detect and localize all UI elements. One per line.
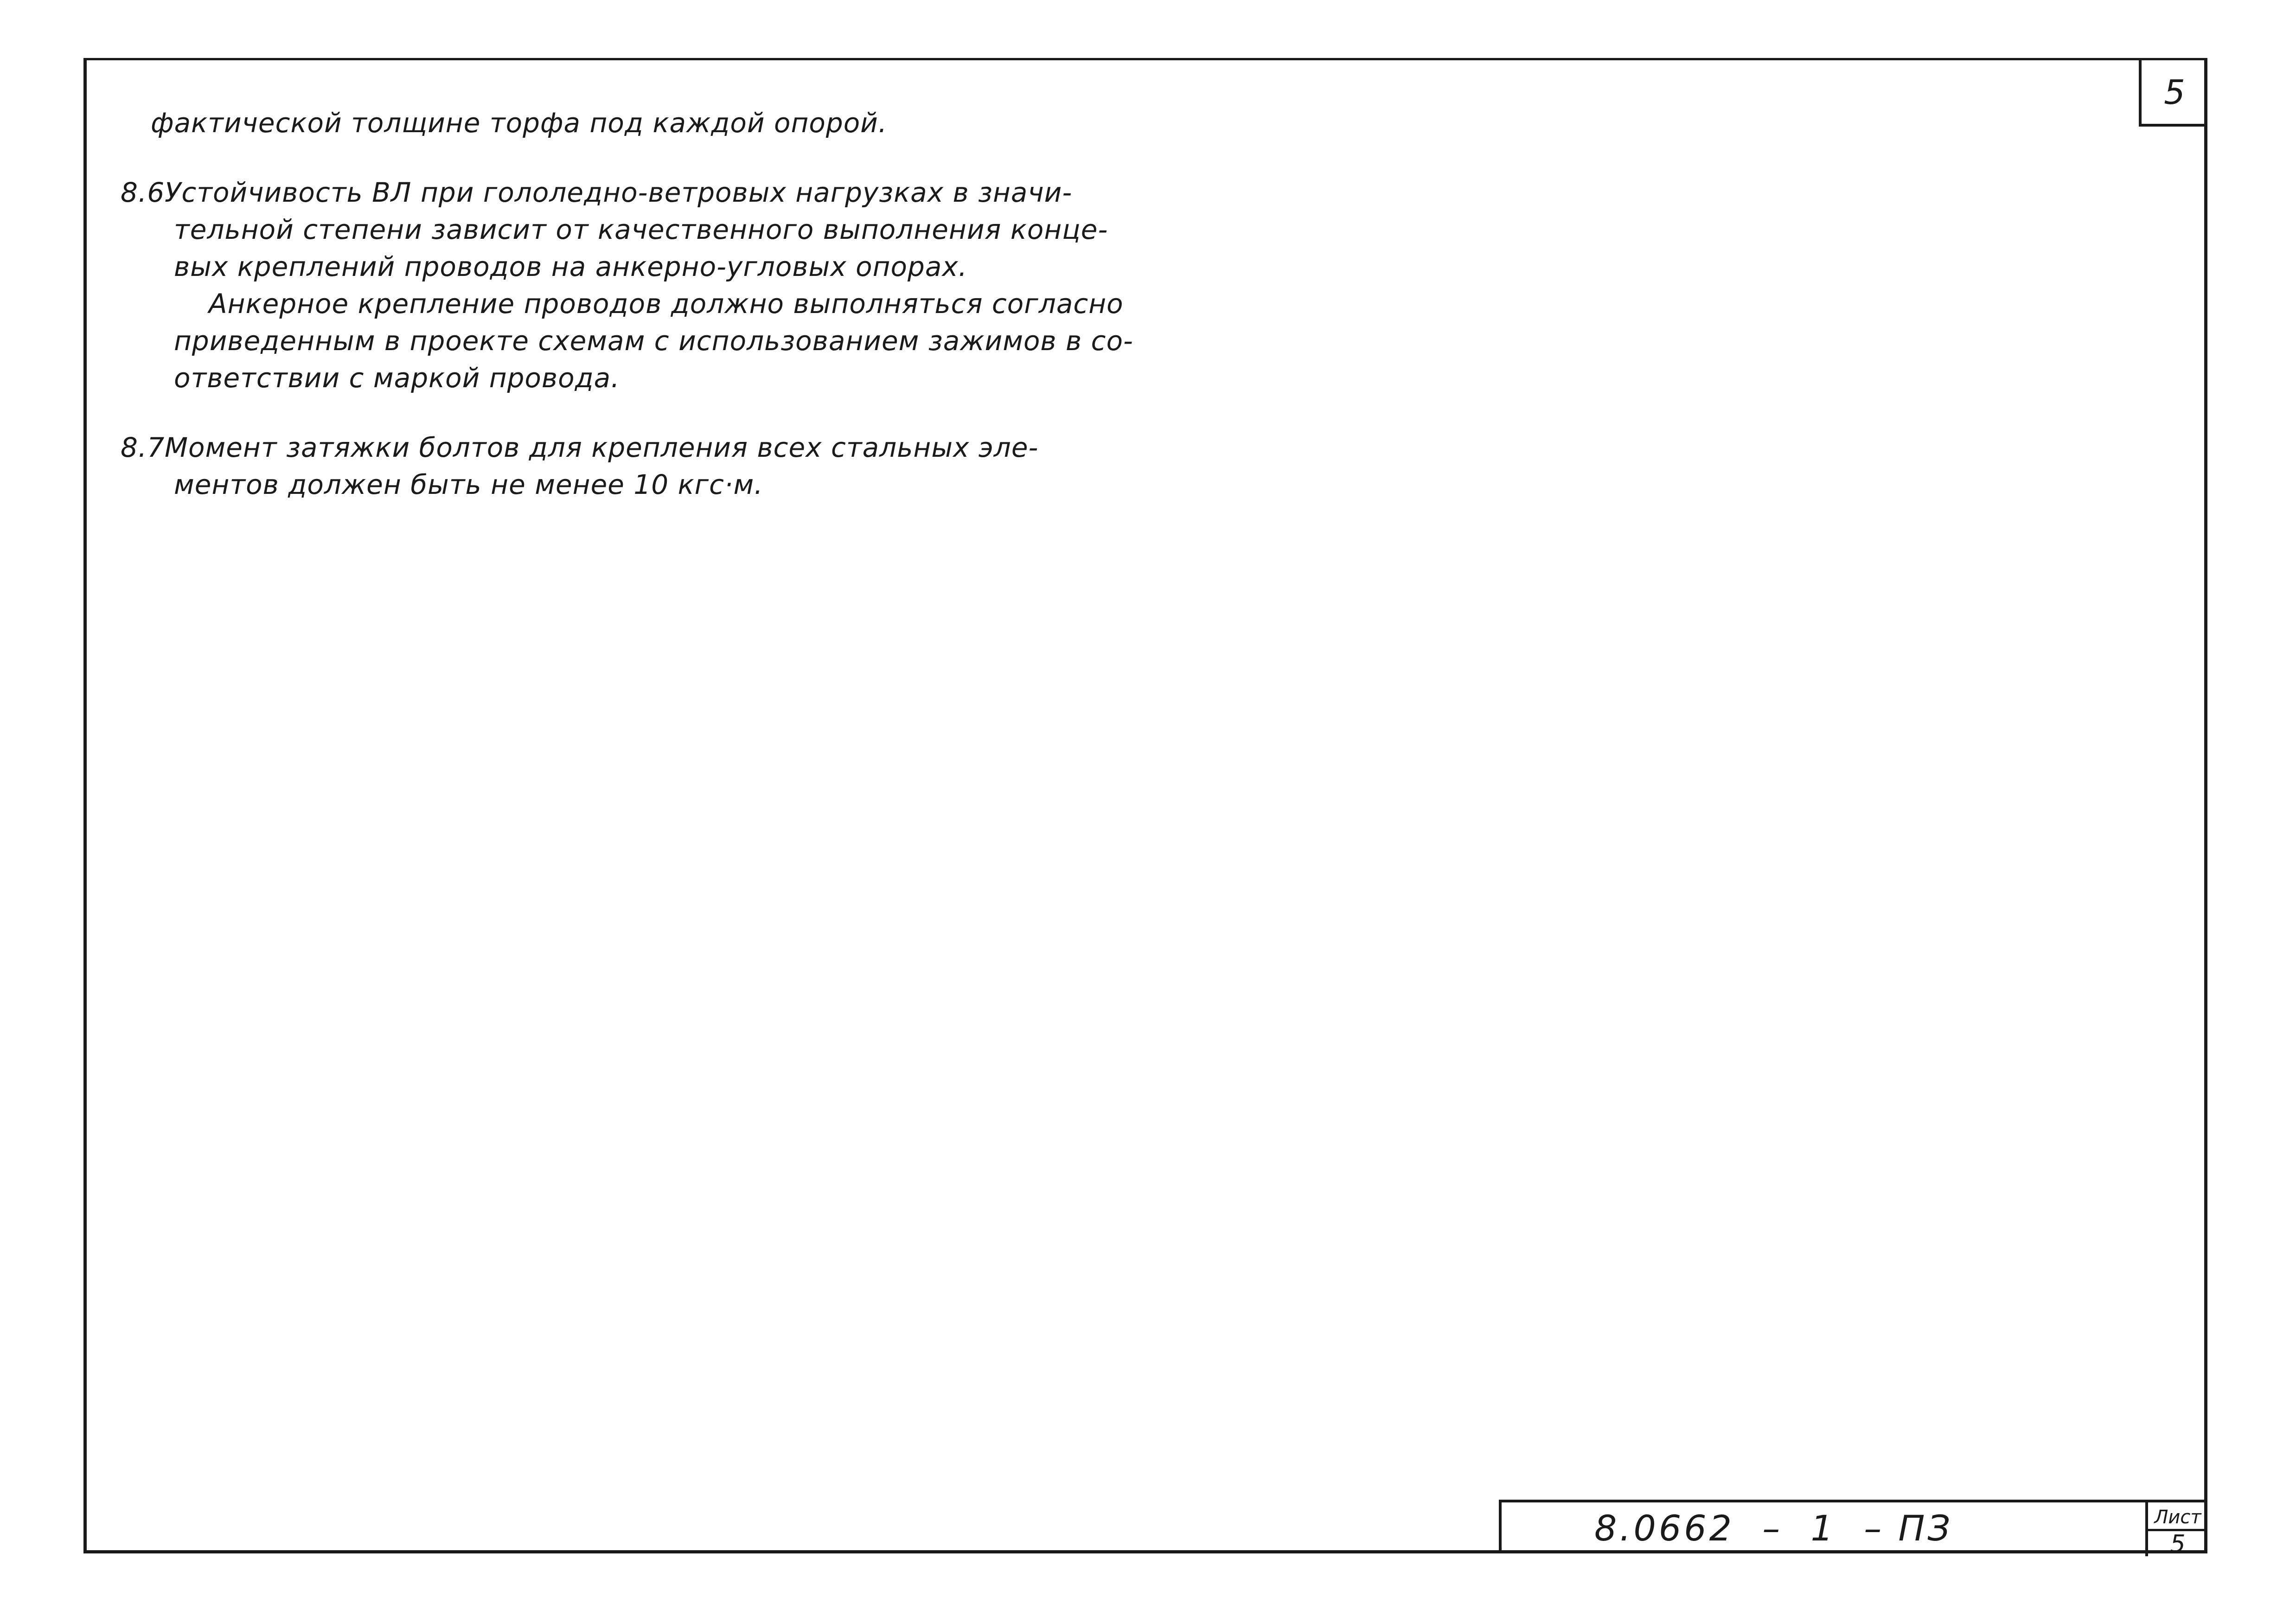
item-8-6-line-5: приведенным в проекте схемам с использованием зажимов в со- xyxy=(174,325,1133,357)
corner-sheet-box xyxy=(2139,60,2207,127)
item-8-6-line-3: вых креплений проводов на анкерно-угловых опорах. xyxy=(174,251,968,282)
item-8-6-line-2: тельной степени зависит от качественного выполнения конце- xyxy=(174,214,1108,245)
sheet-cell xyxy=(2145,1500,2207,1556)
title-block xyxy=(1499,1500,2207,1558)
sheet-number: 5 xyxy=(2170,1530,2186,1558)
explanatory-note-text xyxy=(121,104,1169,503)
item-8-6-line-4: Анкерное крепление проводов должно выполняться согласно xyxy=(209,288,1124,319)
continuation-line: фактической толщине торфа под каждой опорой. xyxy=(151,107,888,139)
item-8-6-line-6: ответствии с маркой провода. xyxy=(174,362,620,394)
item-8-7-line-2: ментов должен быть не менее 10 кгс·м. xyxy=(174,469,763,500)
document-code: 8.0662 – 1 – ПЗ xyxy=(1594,1507,1953,1549)
item-number-8-7: 8.7 xyxy=(121,432,165,463)
item-8-6-line-1 xyxy=(121,174,1169,211)
item-8-6-text-1: Устойчивость ВЛ при гололедно-ветровых нагрузках в значи- xyxy=(165,177,1073,208)
sheet-label: Лист xyxy=(2148,1508,2207,1531)
item-8-7-text-1: Момент затяжки болтов для крепления всех стальных эле- xyxy=(165,432,1039,463)
item-number-8-6: 8.6 xyxy=(121,177,165,208)
corner-sheet-number: 5 xyxy=(2164,72,2185,112)
item-8-7-line-1 xyxy=(121,429,1169,466)
